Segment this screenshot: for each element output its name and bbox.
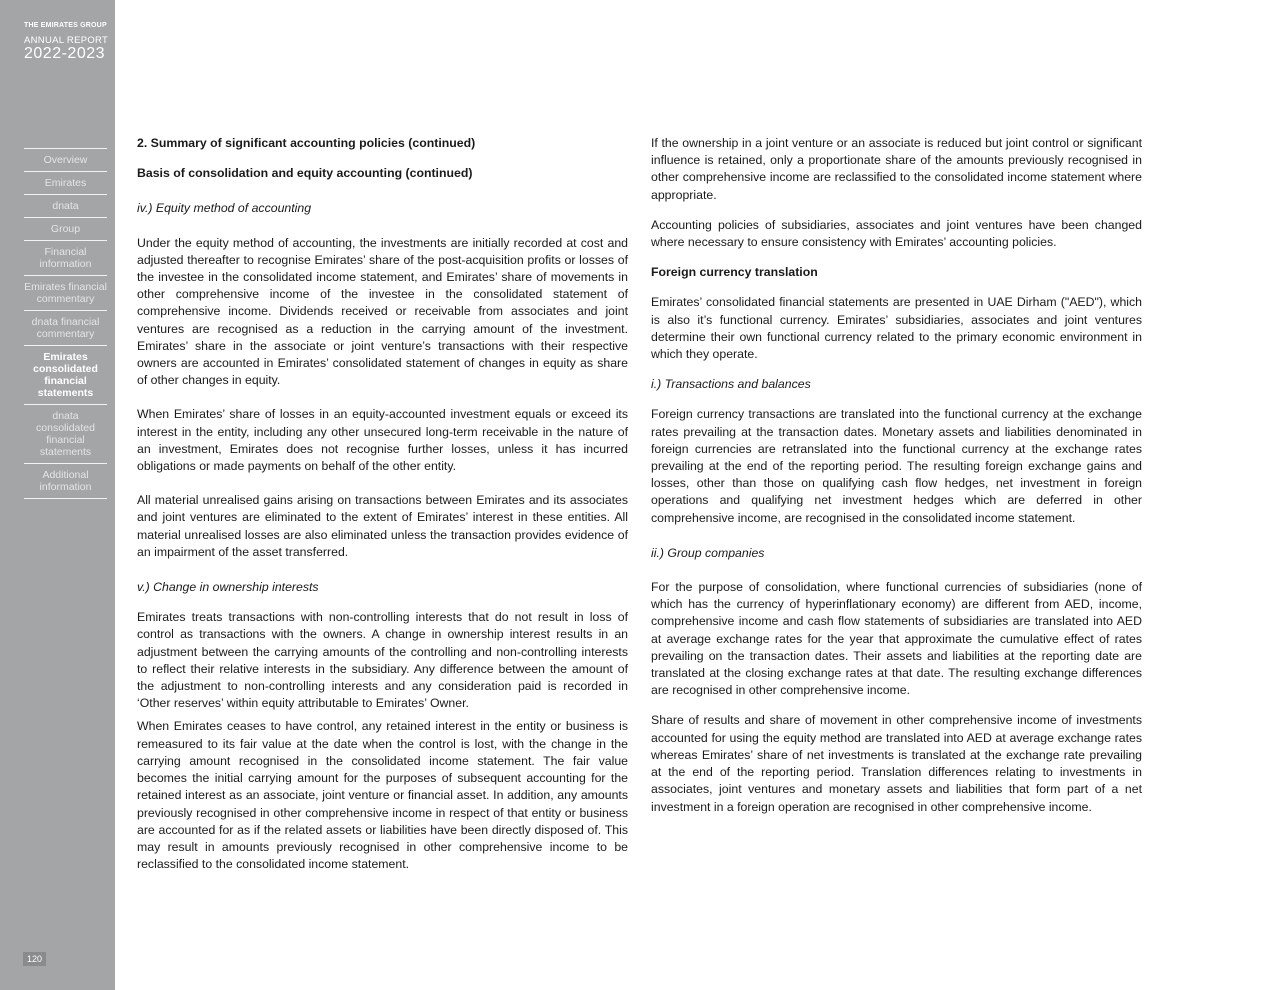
paragraph: All material unrealised gains arising on transactions between Emirates and its associates and joint ventures are eliminated to the extent of Emirates’ interest in these entities. All material unrealised losses are also eliminated unless the transaction provides evidence of an impairment of the asset transferred. xyxy=(137,493,628,559)
subheading-transactions-balances: i.) Transactions and balances xyxy=(651,377,811,392)
left-column xyxy=(137,135,628,873)
brand-group: THE EMIRATES GROUP xyxy=(24,22,107,29)
subheading-group-companies: ii.) Group companies xyxy=(651,545,765,560)
paragraph: Emirates’ consolidated financial statements are presented in UAE Dirham ("AED"), which is also it’s functional currency. Emirates’ subsidiaries, associates and joint ventures determine their own functional currency related to the primary economic environment in which they operate. xyxy=(651,295,1142,362)
nav-item-group[interactable]: Group xyxy=(24,218,107,241)
paragraph: If the ownership in a joint venture or an associate is reduced but joint control or significant influence is retained, only a proportionate share of the amounts previously recognised in other comprehensive income are reclassified to the consolidated income statement where appropriate. xyxy=(651,136,1142,202)
nav-item-emirates[interactable]: Emirates xyxy=(24,172,107,195)
subheading-ownership-interests: v.) Change in ownership interests xyxy=(137,580,319,595)
paragraph: Emirates treats transactions with non-controlling interests that do not result in loss of control as transactions with the owners. A change in ownership interest results in an adjustment between the carrying amounts of the controlling and non-controlling interests to reflect their relative interests in the subsidiary. Any difference between the amount of the adjustment to non-controlling interests and any consideration paid is recorded in ‘Other reserves’ within equity attributable to Emirates’ Owner. xyxy=(137,610,628,711)
paragraph: Under the equity method of accounting, the investments are initially recorded at cost and adjusted thereafter to recognise Emirates’ share of the post-acquisition profits or losses of the investee in the consolidated income statement, and Emirates’ share of movements in other comprehensive income of the investee in the consolidated statement of comprehensive income. Dividends received or receivable from associates and joint ventures are recognised as a reduction in the carrying amount of the investment. Emirates’ share in the associate or joint venture’s transactions with their respective owners are accounted in Emirates’ consolidated statement of changes in equity as share of other changes in equity. xyxy=(137,235,628,388)
nav-item-dnata-consolidated-statements[interactable]: dnata consolidated financial statements xyxy=(24,405,107,464)
subsection-heading: Basis of consolidation and equity accounting (continued) xyxy=(137,166,473,181)
nav-item-financial-information[interactable]: Financial information xyxy=(24,241,107,276)
brand-report: ANNUAL REPORT xyxy=(24,35,109,46)
nav-item-dnata-financial-commentary[interactable]: dnata financial commentary xyxy=(24,311,107,346)
sidebar-nav xyxy=(24,148,107,499)
paragraph: Foreign currency transactions are translated into the functional currency at the exchange rates prevailing at the transaction dates. Monetary assets and liabilities denominated in foreign currencies are retranslated into the functional currency at the exchange rates prevailing at the end of the reporting period. The resulting foreign exchange gains and losses, other than those on qualifying cash flow hedges, net investment in foreign operations and qualifying net investment hedges which are deferred in other comprehensive income, are recognised in the consolidated income statement. xyxy=(651,407,1142,525)
nav-item-overview[interactable]: Overview xyxy=(24,148,107,172)
paragraph: When Emirates ceases to have control, any retained interest in the entity or business is remeasured to its fair value at the date when the control is lost, with the change in the carrying amount recognised in the consolidated income statement. The fair value becomes the initial carrying amount for the purposes of subsequent accounting for the retained interest as an associate, joint venture or financial asset. In addition, any amounts previously recognised in other comprehensive income in respect of that entity or business are accounted for as if the related assets or liabilities have been directly disposed of. This may result in amounts previously recognised in other comprehensive income to be reclassified to the consolidated income statement. xyxy=(137,719,628,872)
paragraph: Share of results and share of movement in other comprehensive income of investments accounted for using the equity method are translated into AED at average exchange rates whereas Emirates’ share of net investments is translated at the exchange rate prevailing at the end of the reporting period. Translation differences relating to investments in associates, joint ventures and monetary assets and liabilities that form part of a net investment in a foreign operation are recognised in other comprehensive income. xyxy=(651,713,1142,814)
brand-year: 2022-2023 xyxy=(24,45,106,62)
paragraph: Accounting policies of subsidiaries, associates and joint ventures have been changed where necessary to ensure consistency with Emirates’ accounting policies. xyxy=(651,217,1142,250)
heading-foreign-currency: Foreign currency translation xyxy=(651,265,818,280)
paragraph: For the purpose of consolidation, where functional currencies of subsidiaries (none of which has the currency of hyperinflationary economy) are different from AED, income, comprehensive income and cash flow statements of subsidiaries are translated into AED at average exchange rates for the year that approximate the cumulative effect of rates prevailing on the transaction dates. Their assets and liabilities at the reporting date are translated at the closing exchange rates at that date. The resulting exchange differences are recognised in other comprehensive income. xyxy=(651,580,1142,698)
brand-block xyxy=(24,22,108,63)
sidebar xyxy=(0,0,115,990)
section-heading: 2. Summary of significant accounting policies (continued) xyxy=(137,136,476,150)
subheading-equity-method: iv.) Equity method of accounting xyxy=(137,201,312,216)
page-number: 120 xyxy=(23,952,46,966)
nav-item-emirates-financial-commentary[interactable]: Emirates financial commentary xyxy=(24,276,107,311)
nav-item-additional-information[interactable]: Additional information xyxy=(24,464,107,499)
nav-item-emirates-consolidated-statements[interactable]: Emirates consolidated financial statements xyxy=(24,346,107,405)
right-column xyxy=(651,135,1142,816)
nav-item-dnata[interactable]: dnata xyxy=(24,195,107,218)
paragraph: When Emirates’ share of losses in an equity-accounted investment equals or exceed its interest in the entity, including any other unsecured long-term receivable in the nature of an investment, Emirates does not recognise further losses, unless it has incurred obligations or made payments on behalf of the other entity. xyxy=(137,407,628,474)
